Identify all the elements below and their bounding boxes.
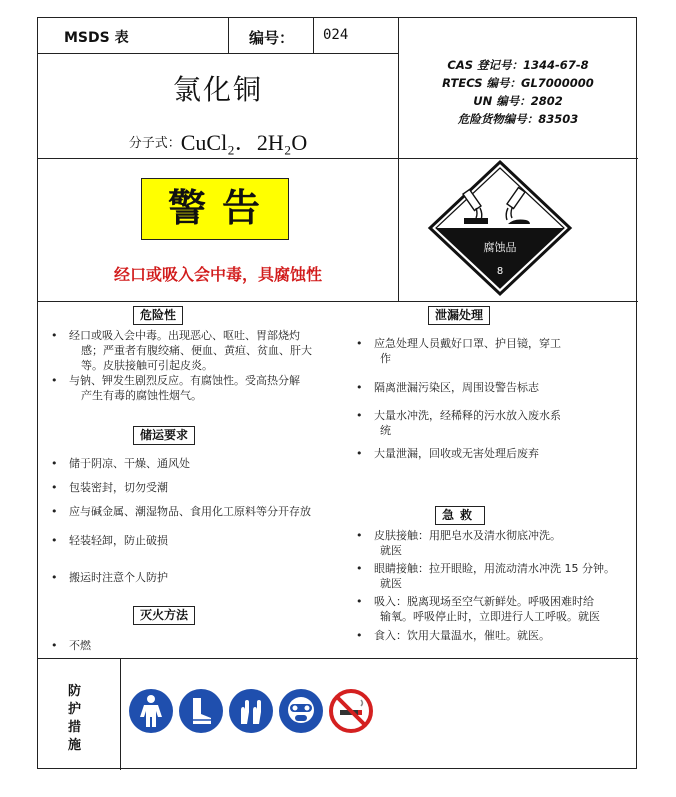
divider	[313, 18, 314, 53]
storage-heading: 储运要求	[133, 426, 195, 445]
list-item: • 不燃	[51, 638, 391, 653]
corrosive-pictogram	[420, 158, 580, 302]
goggles-mask-icon	[278, 688, 324, 734]
first-aid-heading: 急救	[435, 506, 485, 525]
divider	[120, 658, 121, 770]
fire-heading: 灭火方法	[133, 606, 195, 625]
list-item: • 储于阴凉、干燥、通风处	[51, 456, 391, 471]
rtecs-number: RTECS 编号：GL7000000	[442, 76, 594, 90]
list-item: • 搬运时注意个人防护	[51, 570, 391, 585]
storage-list	[51, 456, 391, 585]
spill-list	[356, 336, 634, 461]
un-number: UN 编号：2802	[473, 94, 563, 108]
formula-row	[38, 126, 398, 157]
signal-word-box: 警告	[141, 178, 289, 240]
list-item: 作	[380, 352, 391, 365]
form-label: MSDS 表	[64, 30, 129, 46]
list-item: 感；严重者有腹绞痛、便血、黄疸、贫血、肝大	[81, 344, 312, 357]
list-item: • 应与碱金属、潮湿物品、食用化工原料等分开存放	[51, 504, 391, 519]
pictogram-label: 腐蚀品	[483, 241, 517, 254]
hazard-statement: 经口或吸入会中毒，具腐蚀性	[113, 265, 322, 284]
fire-list	[51, 638, 391, 653]
list-item: • 食入：饮用大量温水，催吐。就医。	[356, 628, 638, 643]
list-item: • 皮肤接触：用肥皂水及清水彻底冲洗。	[356, 528, 638, 543]
first-aid-list	[356, 528, 638, 643]
number-value: 024	[323, 27, 349, 43]
spill-heading: 泄漏处理	[428, 306, 490, 325]
list-item: • 应急处理人员戴好口罩、护目镜，穿工	[356, 336, 634, 351]
substance-name: 氯化铜	[172, 73, 263, 106]
list-item: • 经口或吸入会中毒。出现恶心、呕吐、胃部烧灼	[51, 328, 391, 343]
number-label: 编号：	[249, 29, 295, 47]
list-item: 产生有毒的腐蚀性烟气。	[81, 389, 202, 402]
divider	[38, 658, 638, 659]
gloves-icon	[228, 688, 274, 734]
dangerous-goods-number: 危险货物编号：83503	[457, 112, 579, 126]
corrosive-icon	[420, 158, 580, 298]
no-smoking-icon	[328, 688, 374, 734]
pictogram-class: 8	[496, 266, 504, 277]
list-item: 等。皮肤接触可引起皮炎。	[81, 359, 213, 372]
hazards-list	[51, 328, 391, 403]
list-item: 统	[380, 424, 391, 437]
list-item: • 与钠、钾发生剧烈反应。有腐蚀性。受高热分解	[51, 373, 391, 388]
safety-boots-icon	[178, 688, 224, 734]
list-item: • 隔离泄漏污染区，周围设警告标志	[356, 380, 634, 395]
divider	[398, 18, 399, 301]
msds-sheet	[37, 17, 637, 769]
hazards-heading: 危险性	[133, 306, 183, 325]
formula-value: CuCl₂．2H₂O	[180, 130, 308, 155]
list-item: 就医	[380, 577, 402, 590]
formula-label: 分子式：	[128, 136, 181, 151]
cas-number: CAS 登记号：1344-67-8	[447, 58, 589, 72]
divider	[228, 18, 229, 53]
divider	[38, 53, 398, 54]
list-item: • 包装密封，切勿受潮	[51, 480, 391, 495]
list-item: • 轻装轻卸，防止破损	[51, 533, 391, 548]
list-item: • 大量泄漏，回收或无害处理后废弃	[356, 446, 634, 461]
list-item: • 吸入：脱离现场至空气新鲜处。呼吸困难时给	[356, 594, 638, 609]
ppe-label: 防护措施	[68, 684, 82, 753]
list-item: • 大量水冲洗，经稀释的污水放入废水系	[356, 408, 634, 423]
list-item: 就医	[380, 544, 402, 557]
list-item: • 眼睛接触：拉开眼睑，用流动清水冲洗 15 分钟。	[356, 561, 638, 576]
identifiers-block	[400, 56, 636, 128]
list-item: 输氧。呼吸停止时，立即进行人工呼吸。就医	[380, 610, 600, 623]
ppe-icons	[128, 688, 374, 734]
protective-suit-icon	[128, 688, 174, 734]
